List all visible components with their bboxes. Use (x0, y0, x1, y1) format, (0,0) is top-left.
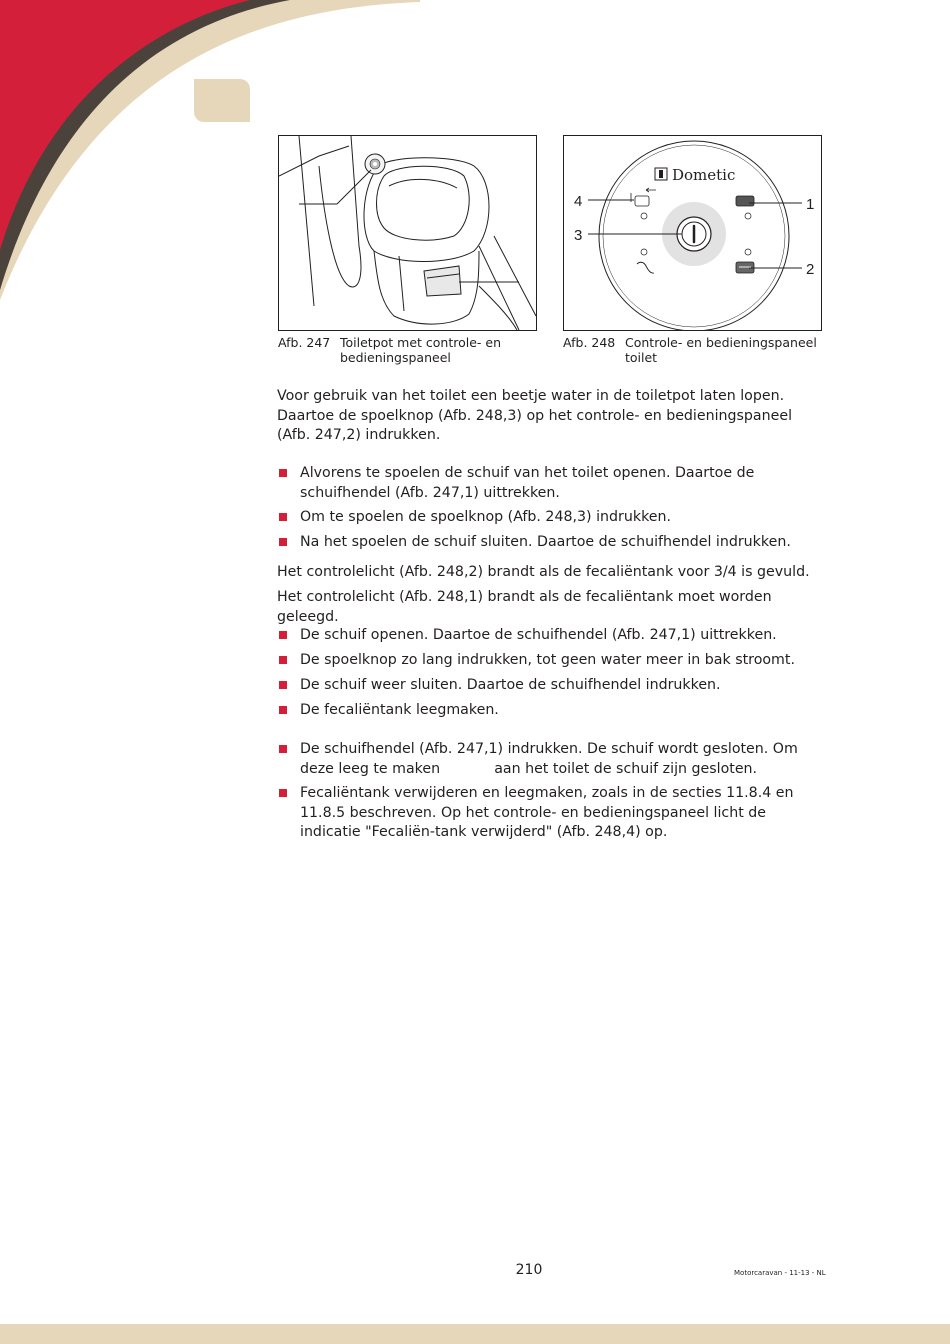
bullet-square-icon (279, 538, 287, 546)
callout-3: 3 (574, 227, 583, 244)
bullet-square-icon (279, 789, 287, 797)
tank-removed-indicator-icon (635, 196, 649, 206)
list-item: Fecaliëntank verwijderen en leegmaken, zoals in de secties 11.8.4 en 11.8.5 beschreven. Op het controle- en bedieningspaneel licht de indicatie "Fecaliën-tank verwijderd" (Afb. 248,4) op. (277, 784, 825, 843)
list-item: De spoelknop zo lang indrukken, tot geen water meer in bak stroomt. (277, 651, 825, 671)
bullet-square-icon (279, 513, 287, 521)
figure-247-number: Afb. 247 (278, 335, 331, 350)
chapter-tab-marker (194, 79, 250, 122)
figure-248-caption-text: Controle- en bedieningspaneel toilet (625, 335, 817, 365)
page-number: 210 (515, 1262, 543, 1278)
indicator-three-quarter-text: Het controlelicht (Afb. 248,2) brandt als de fecaliëntank voor 3/4 is gevuld. (277, 564, 810, 580)
intro-paragraph (277, 387, 825, 446)
list-item: De schuifhendel (Afb. 247,1) indrukken. De schuif wordt gesloten. Om deze leeg te maken aan het toilet de schuif zijn gesloten. (277, 740, 825, 779)
bullet-square-icon (279, 745, 287, 753)
control-panel-illustration (564, 136, 821, 330)
figure-247-toilet-bowl (278, 135, 537, 331)
intro-text: Voor gebruik van het toilet een beetje water in de toiletpot laten lopen. Daartoe de spoelknop (Afb. 248,3) op het controle- en bedieningspaneel (Afb. 247,2) indrukken. (277, 388, 793, 443)
empty-bowl-steps-list (277, 626, 825, 721)
list-item: De schuif openen. Daartoe de schuifhendel (Afb. 247,1) uittrekken. (277, 626, 825, 646)
flush-steps-list (277, 464, 825, 552)
indicator-full-text: Het controlelicht (Afb. 248,1) brandt als de fecaliëntank moet worden geleegd. (277, 589, 772, 625)
list-item: Om te spoelen de spoelknop (Afb. 248,3) indrukken. (277, 508, 825, 528)
figure-248-number: Afb. 248 (563, 335, 616, 350)
toilet-bowl-illustration (279, 136, 536, 330)
bullet-square-icon (279, 469, 287, 477)
list-item: Na het spoelen de schuif sluiten. Daartoe de schuifhendel indrukken. (277, 533, 825, 553)
bullet-square-icon (279, 631, 287, 639)
bullet-square-icon (279, 656, 287, 664)
tank-removal-steps-list (277, 740, 825, 843)
brand-name: Dometic (672, 166, 736, 184)
tank-full-indicator-icon (736, 196, 754, 206)
bottom-bar-decoration (0, 1324, 950, 1344)
bullet-square-icon (279, 706, 287, 714)
bullet-square-icon (279, 681, 287, 689)
figure-247-caption-text: Toiletpot met controle- en bedieningspaneel (340, 335, 502, 365)
figure-248-control-panel (563, 135, 822, 331)
document-reference: Motorcaravan - 11-13 - NL (734, 1269, 826, 1277)
callout-2: 2 (806, 261, 815, 278)
callout-1: 1 (806, 196, 815, 213)
list-item: De fecaliëntank leegmaken. (277, 701, 825, 721)
list-item: Alvorens te spoelen de schuif van het toilet openen. Daartoe de schuifhendel (Afb. 247,1) uittrekken. (277, 464, 825, 503)
list-item: De schuif weer sluiten. Daartoe de schuifhendel indrukken. (277, 676, 825, 696)
callout-4: 4 (574, 193, 583, 210)
